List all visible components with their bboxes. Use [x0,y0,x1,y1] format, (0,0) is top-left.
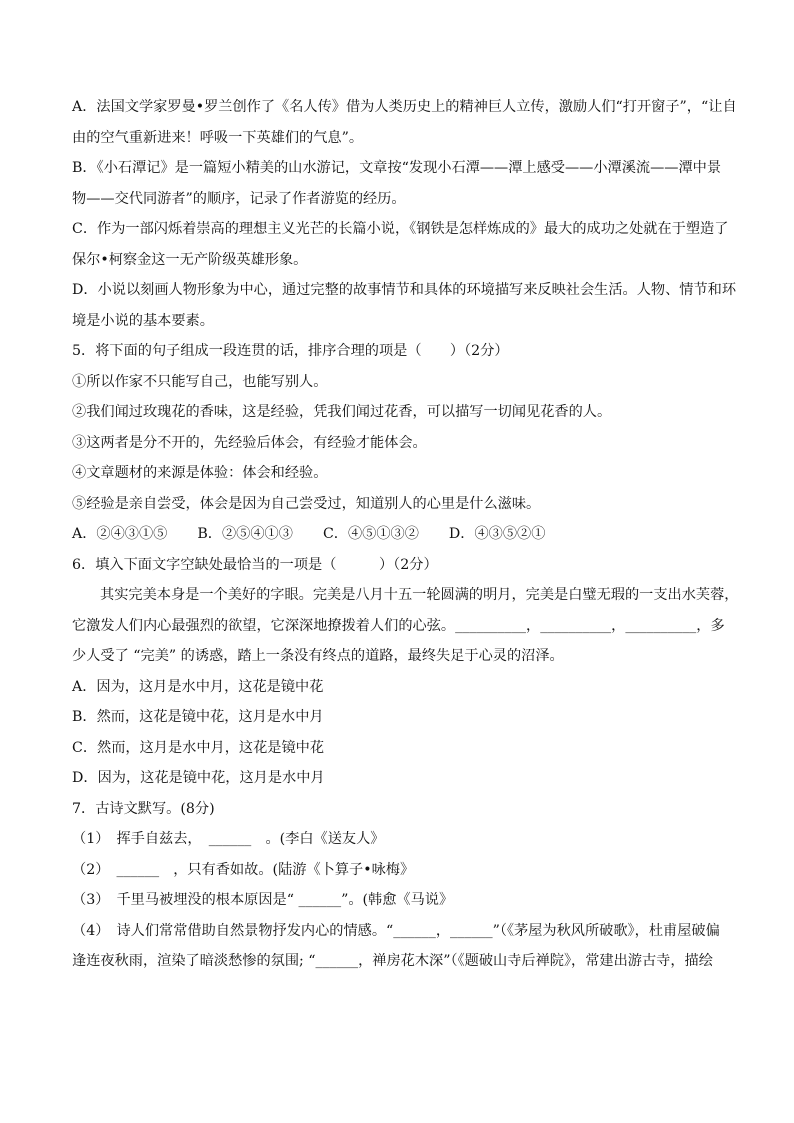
question-7-title: 7．古诗文默写。(8分) [72,800,215,817]
q7-item-4-line-2: 逢连夜秋雨，渲染了暗淡愁惨的氛围; “______，禅房花木深”（《题破山寺后禅院》，常建出游古寺，描绘 [72,953,713,969]
q7-item-3: （3） 千里马被埋没的根本原因是“ ______”。(韩愈《马说》 [72,892,454,908]
q6-option-d: D．因为，这花是镜中花，这月是水中月 [72,770,325,786]
q6-passage-line-3: 少人受了 “完美” 的诱惑，踏上一条没有终点的道路，最终失足于心灵的沼泽。 [72,648,564,664]
sentence-5: ⑤经验是亲自尝受，体会是因为自己尝受过，知道别人的心里是什么滋味。 [72,495,541,512]
q5-option-c: C．④⑤①③② [322,526,419,542]
q5-option-d: D．④③⑤②① [448,526,546,542]
option-a-line-1: A．法国文学家罗曼•罗兰创作了《名人传》借为人类历史上的精神巨人立传，激励人们“打开窗子”，“让自 [72,99,737,115]
option-b-line-2: 物——交代同游者”的顺序，记录了作者游览的经历。 [72,190,406,207]
q5-option-a: A．②④③①⑤ [72,526,168,542]
q5-options [72,519,732,550]
option-d-line-2: 境是小说的基本要素。 [72,312,214,329]
sentence-3: ③这两者是分不开的，先经验后体会，有经验才能体会。 [72,434,427,451]
q6-passage-line-2: 它激发人们内心最强烈的欲望，它深深地撩拨着人们的心弦。__________，__________，__________，多 [72,617,725,634]
q7-item-1: （1） 挥手自兹去， ______ 。(李白《送友人》 [72,831,385,847]
option-c-line-1: C．作为一部闪烁着崇高的理想主义光芒的长篇小说，《钢铁是怎样炼成的》最大的成功之处就在于塑造了 [72,221,729,237]
sentence-2: ②我们闻过玫瑰花的香味，这是经验，凭我们闻过花香，可以描写一切闻见花香的人。 [72,404,612,420]
exam-page [72,92,739,977]
option-b-line-1: B．《小石潭记》是一篇短小精美的山水游记，文章按“发现小石潭——潭上感受——小潭溪流——潭中景 [72,160,722,176]
q7-item-2: （2） ______ ，只有香如故。(陆游《卜算子•咏梅》 [72,861,415,878]
q6-option-a: A．因为，这月是水中月，这花是镜中花 [72,678,324,695]
q7-item-4-line-1: （4） 诗人们常常借助自然景物抒发内心的情感。“______，______”（《茅屋为秋风所破歌》，杜甫屋破偏 [72,922,720,939]
option-a-line-2: 由的空气重新进来！呼吸一下英雄们的气息”。 [72,129,364,146]
q6-passage-line-1: 其实完美本身是一个美好的字眼。完美是八月十五一轮圆满的明月，完美是白璧无瑕的一支出水芙蓉， [100,587,739,603]
option-c-line-2: 保尔•柯察金这一无产阶级英雄形象。 [72,251,308,268]
question-6-title: 6．填入下面文字空缺处最恰当的一项是（ ）（2分） [72,556,438,573]
sentence-1: ①所以作家不只能写自己，也能写别人。 [72,373,328,390]
question-5-title: 5．将下面的句子组成一段连贯的话，排序合理的项是（ ）（2分） [72,343,509,359]
q6-option-c: C．然而，这月是水中月，这花是镜中花 [72,739,325,756]
sentence-4: ④文章题材的来源是体验：体会和经验。 [72,465,328,481]
option-d-line-1: D．小说以刻画人物形象为中心，通过完整的故事情节和具体的环境描写来反映社会生活。人物、情节和环 [72,282,737,298]
q5-option-b: B．②⑤④①③ [197,526,293,542]
q6-option-b: B．然而，这花是镜中花，这月是水中月 [72,709,324,725]
